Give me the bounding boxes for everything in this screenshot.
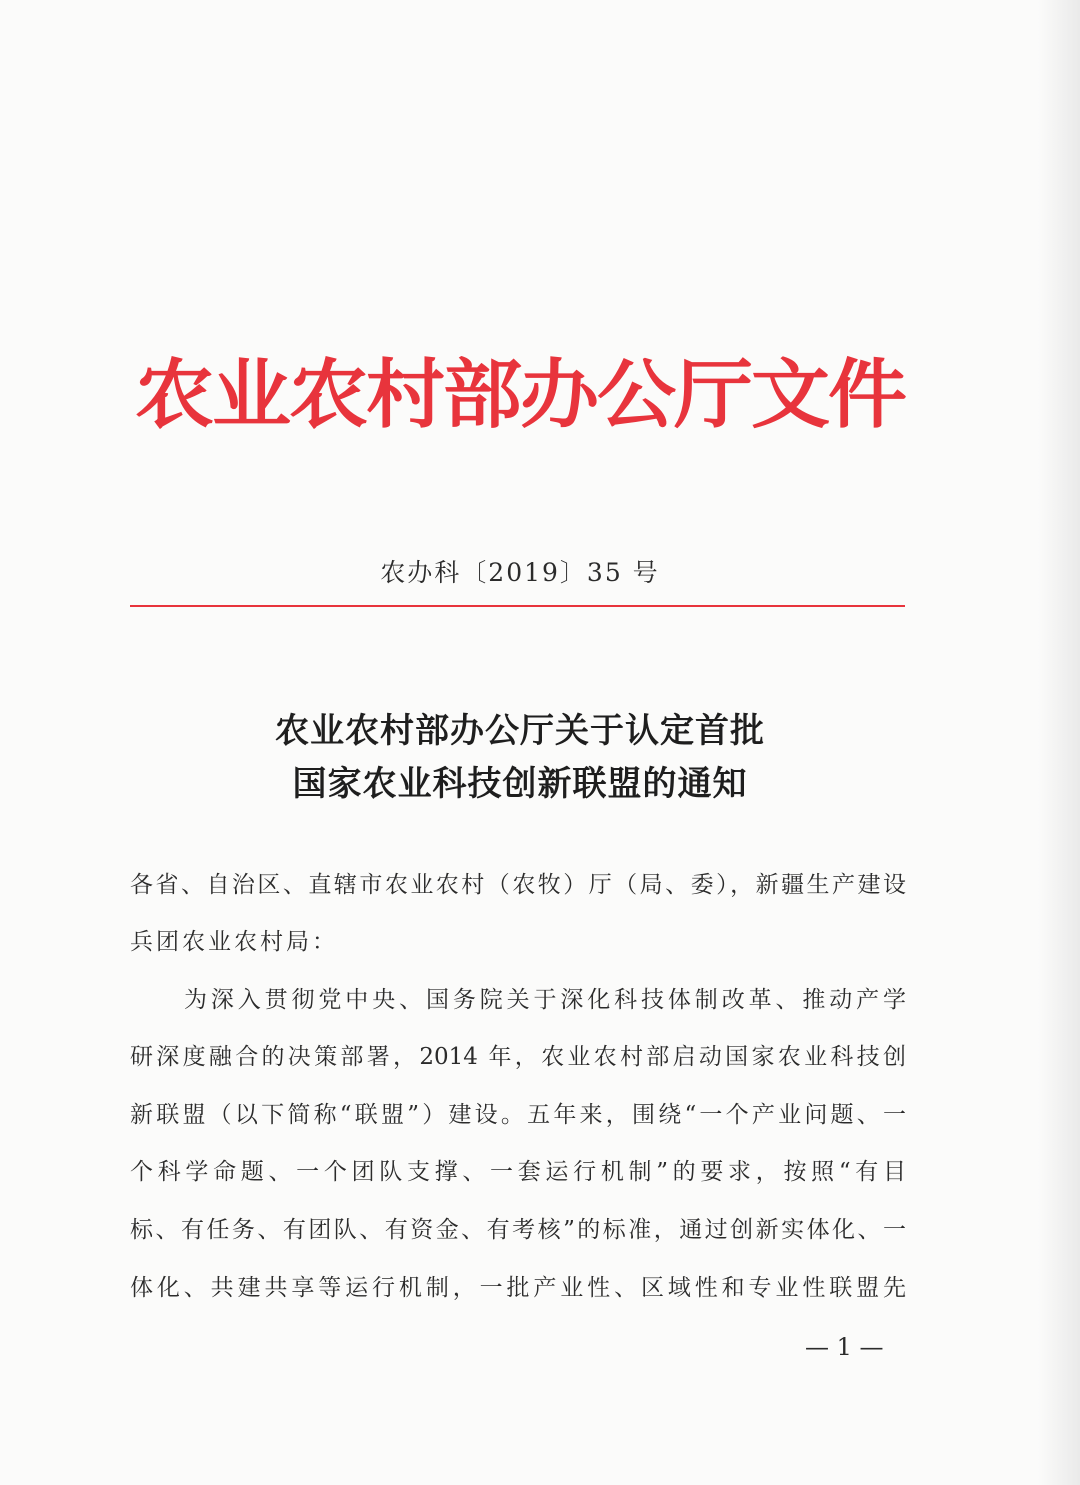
body-line-5: 标、有任务、有团队、有资金、有考核”的标准，通过创新实体化、一 xyxy=(130,1217,906,1243)
addressee-line-1: 各省、自治区、直辖市农业农村（农牧）厅（局、委），新疆生产建设 xyxy=(130,872,906,898)
body-line-2: 研深度融合的决策部署，2014 年，农业农村部启动国家农业科技创 xyxy=(130,1044,906,1070)
issuing-office-header: 农业农村部办公厅文件 xyxy=(135,350,905,439)
page-edge-shadow xyxy=(1038,0,1080,1485)
body-line-1: 为深入贯彻党中央、国务院关于深化科技体制改革、推动产学 xyxy=(184,987,906,1013)
body-line-4: 个科学命题、一个团队支撑、一套运行机制”的要求，按照“有目 xyxy=(130,1159,906,1185)
document-title xyxy=(0,705,1040,811)
title-line-2: 国家农业科技创新联盟的通知 xyxy=(292,764,748,804)
addressee-line-2: 兵团农业农村局： xyxy=(130,929,338,955)
title-line-1: 农业农村部办公厅关于认定首批 xyxy=(275,711,765,751)
body-line-6: 体化、共建共享等运行机制，一批产业性、区域性和专业性联盟先 xyxy=(130,1275,906,1301)
page-number: — 1 — xyxy=(805,1333,884,1361)
body-line-3: 新联盟（以下简称“联盟”）建设。五年来，围绕“一个产业问题、一 xyxy=(130,1102,906,1128)
red-separator-line xyxy=(130,605,905,607)
document-number: 农办科〔2019〕35 号 xyxy=(380,558,660,587)
